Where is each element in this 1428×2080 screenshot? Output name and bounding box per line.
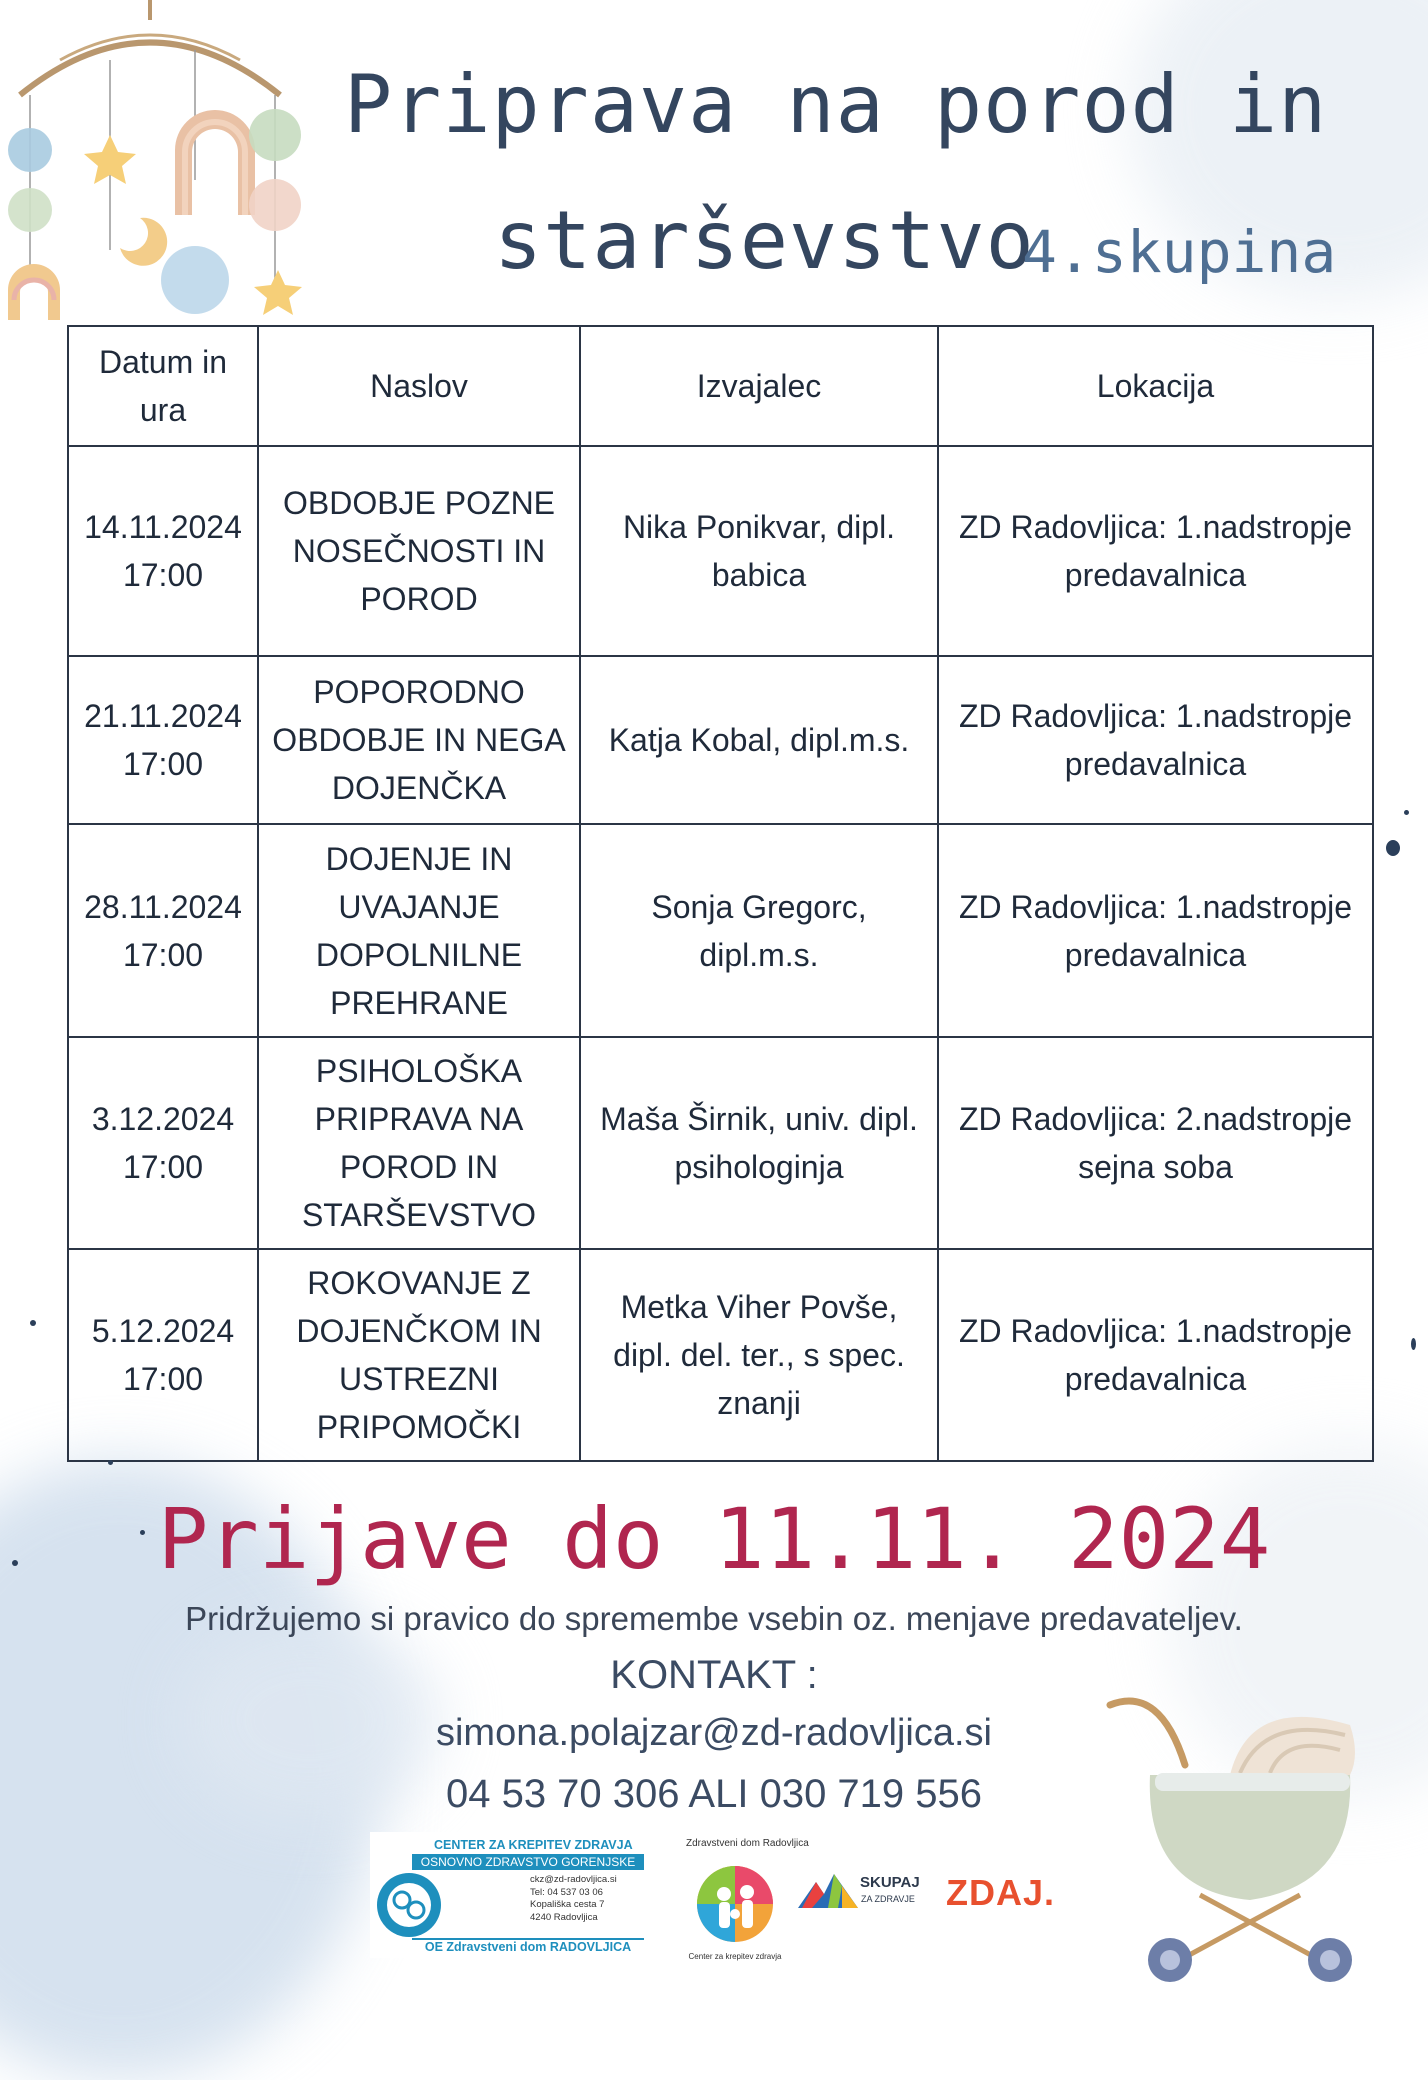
header-date: Datum in ura bbox=[68, 326, 258, 446]
cell-time: 17:00 bbox=[122, 1361, 204, 1397]
mountain-icon bbox=[798, 1868, 858, 1914]
cell-title: DOJENJE IN UVAJANJE DOPOLNILNE PREHRANE bbox=[258, 824, 580, 1037]
cell-datetime bbox=[68, 656, 258, 824]
skupaj-text: SKUPAJ bbox=[860, 1874, 920, 1891]
cell-lecturer: Metka Viher Povše, dipl. del. ter., s spec. znanji bbox=[580, 1249, 938, 1461]
baby-stroller-illustration bbox=[1100, 1685, 1400, 1985]
cell-date: 5.12.2024 bbox=[91, 1313, 235, 1349]
cell-title: POPORODNO OBDOBJE IN NEGA DOJENČKA bbox=[258, 656, 580, 824]
cell-title: ROKOVANJE Z DOJENČKOM IN USTREZNI PRIPOMOČKI bbox=[258, 1249, 580, 1461]
cell-lecturer: Maša Širnik, univ. dipl. psihologinja bbox=[580, 1037, 938, 1249]
cell-date: 3.12.2024 bbox=[91, 1101, 235, 1137]
cell-date: 14.11.2024 bbox=[84, 509, 242, 545]
czk-info-text: ckz@zd-radovljica.si Tel: 04 537 03 06 Kopališka cesta 7 4240 Radovljica bbox=[530, 1874, 617, 1923]
czk-bottom-text: OE Zdravstveni dom RADOVLJICA bbox=[412, 1938, 644, 1958]
zdaj-logo: ZDAJ. bbox=[946, 1872, 1056, 1913]
contact-label: KONTAKT : bbox=[610, 1653, 818, 1697]
cell-time: 17:00 bbox=[122, 936, 204, 973]
group-label: 4.skupina bbox=[1022, 218, 1337, 286]
zdr-arc-text: Zdravstveni dom Radovljica bbox=[686, 1838, 809, 1849]
decor-dot bbox=[1411, 1338, 1416, 1350]
header-location: Lokacija bbox=[938, 326, 1373, 446]
registration-deadline: Prijave do 11.11. 2024 bbox=[157, 1490, 1271, 1588]
cell-datetime bbox=[68, 1249, 258, 1461]
cell-title: PSIHOLOŠKA PRIPRAVA NA POROD IN STARŠEVSTVO bbox=[258, 1037, 580, 1249]
decor-dot bbox=[108, 1460, 113, 1465]
baby-mobile-illustration bbox=[0, 0, 320, 340]
cell-lecturer: Katja Kobal, dipl.m.s. bbox=[580, 656, 938, 824]
header-lecturer: Izvajalec bbox=[580, 326, 938, 446]
family-emblem-icon bbox=[692, 1854, 778, 1950]
table-header-row bbox=[68, 326, 1373, 446]
table-row bbox=[68, 824, 1373, 1037]
cell-location: ZD Radovljica: 1.nadstropje predavalnica bbox=[938, 656, 1373, 824]
cell-time: 17:00 bbox=[122, 746, 204, 782]
table-row bbox=[68, 446, 1373, 656]
cell-location: ZD Radovljica: 1.nadstropje predavalnica bbox=[938, 1249, 1373, 1461]
cell-time: 17:00 bbox=[122, 557, 204, 593]
czk-logo bbox=[370, 1832, 648, 1958]
cell-lecturer: Nika Ponikvar, dipl. babica bbox=[580, 446, 938, 656]
table-row bbox=[68, 1037, 1373, 1249]
decor-dot bbox=[1404, 810, 1409, 815]
decor-dot bbox=[1386, 840, 1400, 856]
cell-location: ZD Radovljica: 1.nadstropje predavalnica bbox=[938, 824, 1373, 1037]
contact-email[interactable]: simona.polajzar@zd-radovljica.si bbox=[435, 1712, 992, 1754]
contact-phone[interactable]: 04 53 70 306 ALI 030 719 556 bbox=[445, 1772, 983, 1816]
skupaj-za-zdravje-logo bbox=[798, 1868, 928, 1918]
cell-date: 21.11.2024 bbox=[84, 698, 242, 734]
table-row bbox=[68, 1249, 1373, 1461]
cell-datetime bbox=[68, 824, 258, 1037]
decor-dot bbox=[12, 1560, 18, 1566]
cell-location: ZD Radovljica: 1.nadstropje predavalnica bbox=[938, 446, 1373, 656]
za-zdravje-text: ZA ZDRAVJE bbox=[861, 1894, 915, 1904]
cell-lecturer: Sonja Gregorc, dipl.m.s. bbox=[580, 824, 938, 1037]
cell-date: 28.11.2024 bbox=[84, 888, 242, 925]
decor-dot bbox=[140, 1530, 145, 1535]
page-title-line2: starševstvo bbox=[494, 194, 1035, 287]
cell-title: OBDOBJE POZNE NOSEČNOSTI IN POROD bbox=[258, 446, 580, 656]
table-row bbox=[68, 656, 1373, 824]
czk-bar-text: OSNOVNO ZDRAVSTVO GORENJSKE bbox=[412, 1854, 644, 1870]
cell-datetime bbox=[68, 446, 258, 656]
decor-dot bbox=[30, 1320, 36, 1326]
zdr-sub-text: Center za krepitev zdravja bbox=[688, 1952, 782, 1961]
page-title-line1: Priprava na porod in bbox=[344, 58, 1328, 151]
header-title: Naslov bbox=[258, 326, 580, 446]
cell-time: 17:00 bbox=[122, 1149, 204, 1185]
cell-datetime bbox=[68, 1037, 258, 1249]
schedule-table bbox=[67, 325, 1374, 1462]
czk-top-text: CENTER ZA KREPITEV ZDRAVJA bbox=[434, 1838, 633, 1852]
cell-location: ZD Radovljica: 2.nadstropje sejna soba bbox=[938, 1037, 1373, 1249]
disclaimer-note: Pridržujemo si pravico do spremembe vsebin oz. menjave predavateljev. bbox=[185, 1600, 1243, 1637]
zd-radovljica-logo bbox=[680, 1838, 809, 1968]
czk-emblem-icon bbox=[374, 1870, 444, 1940]
